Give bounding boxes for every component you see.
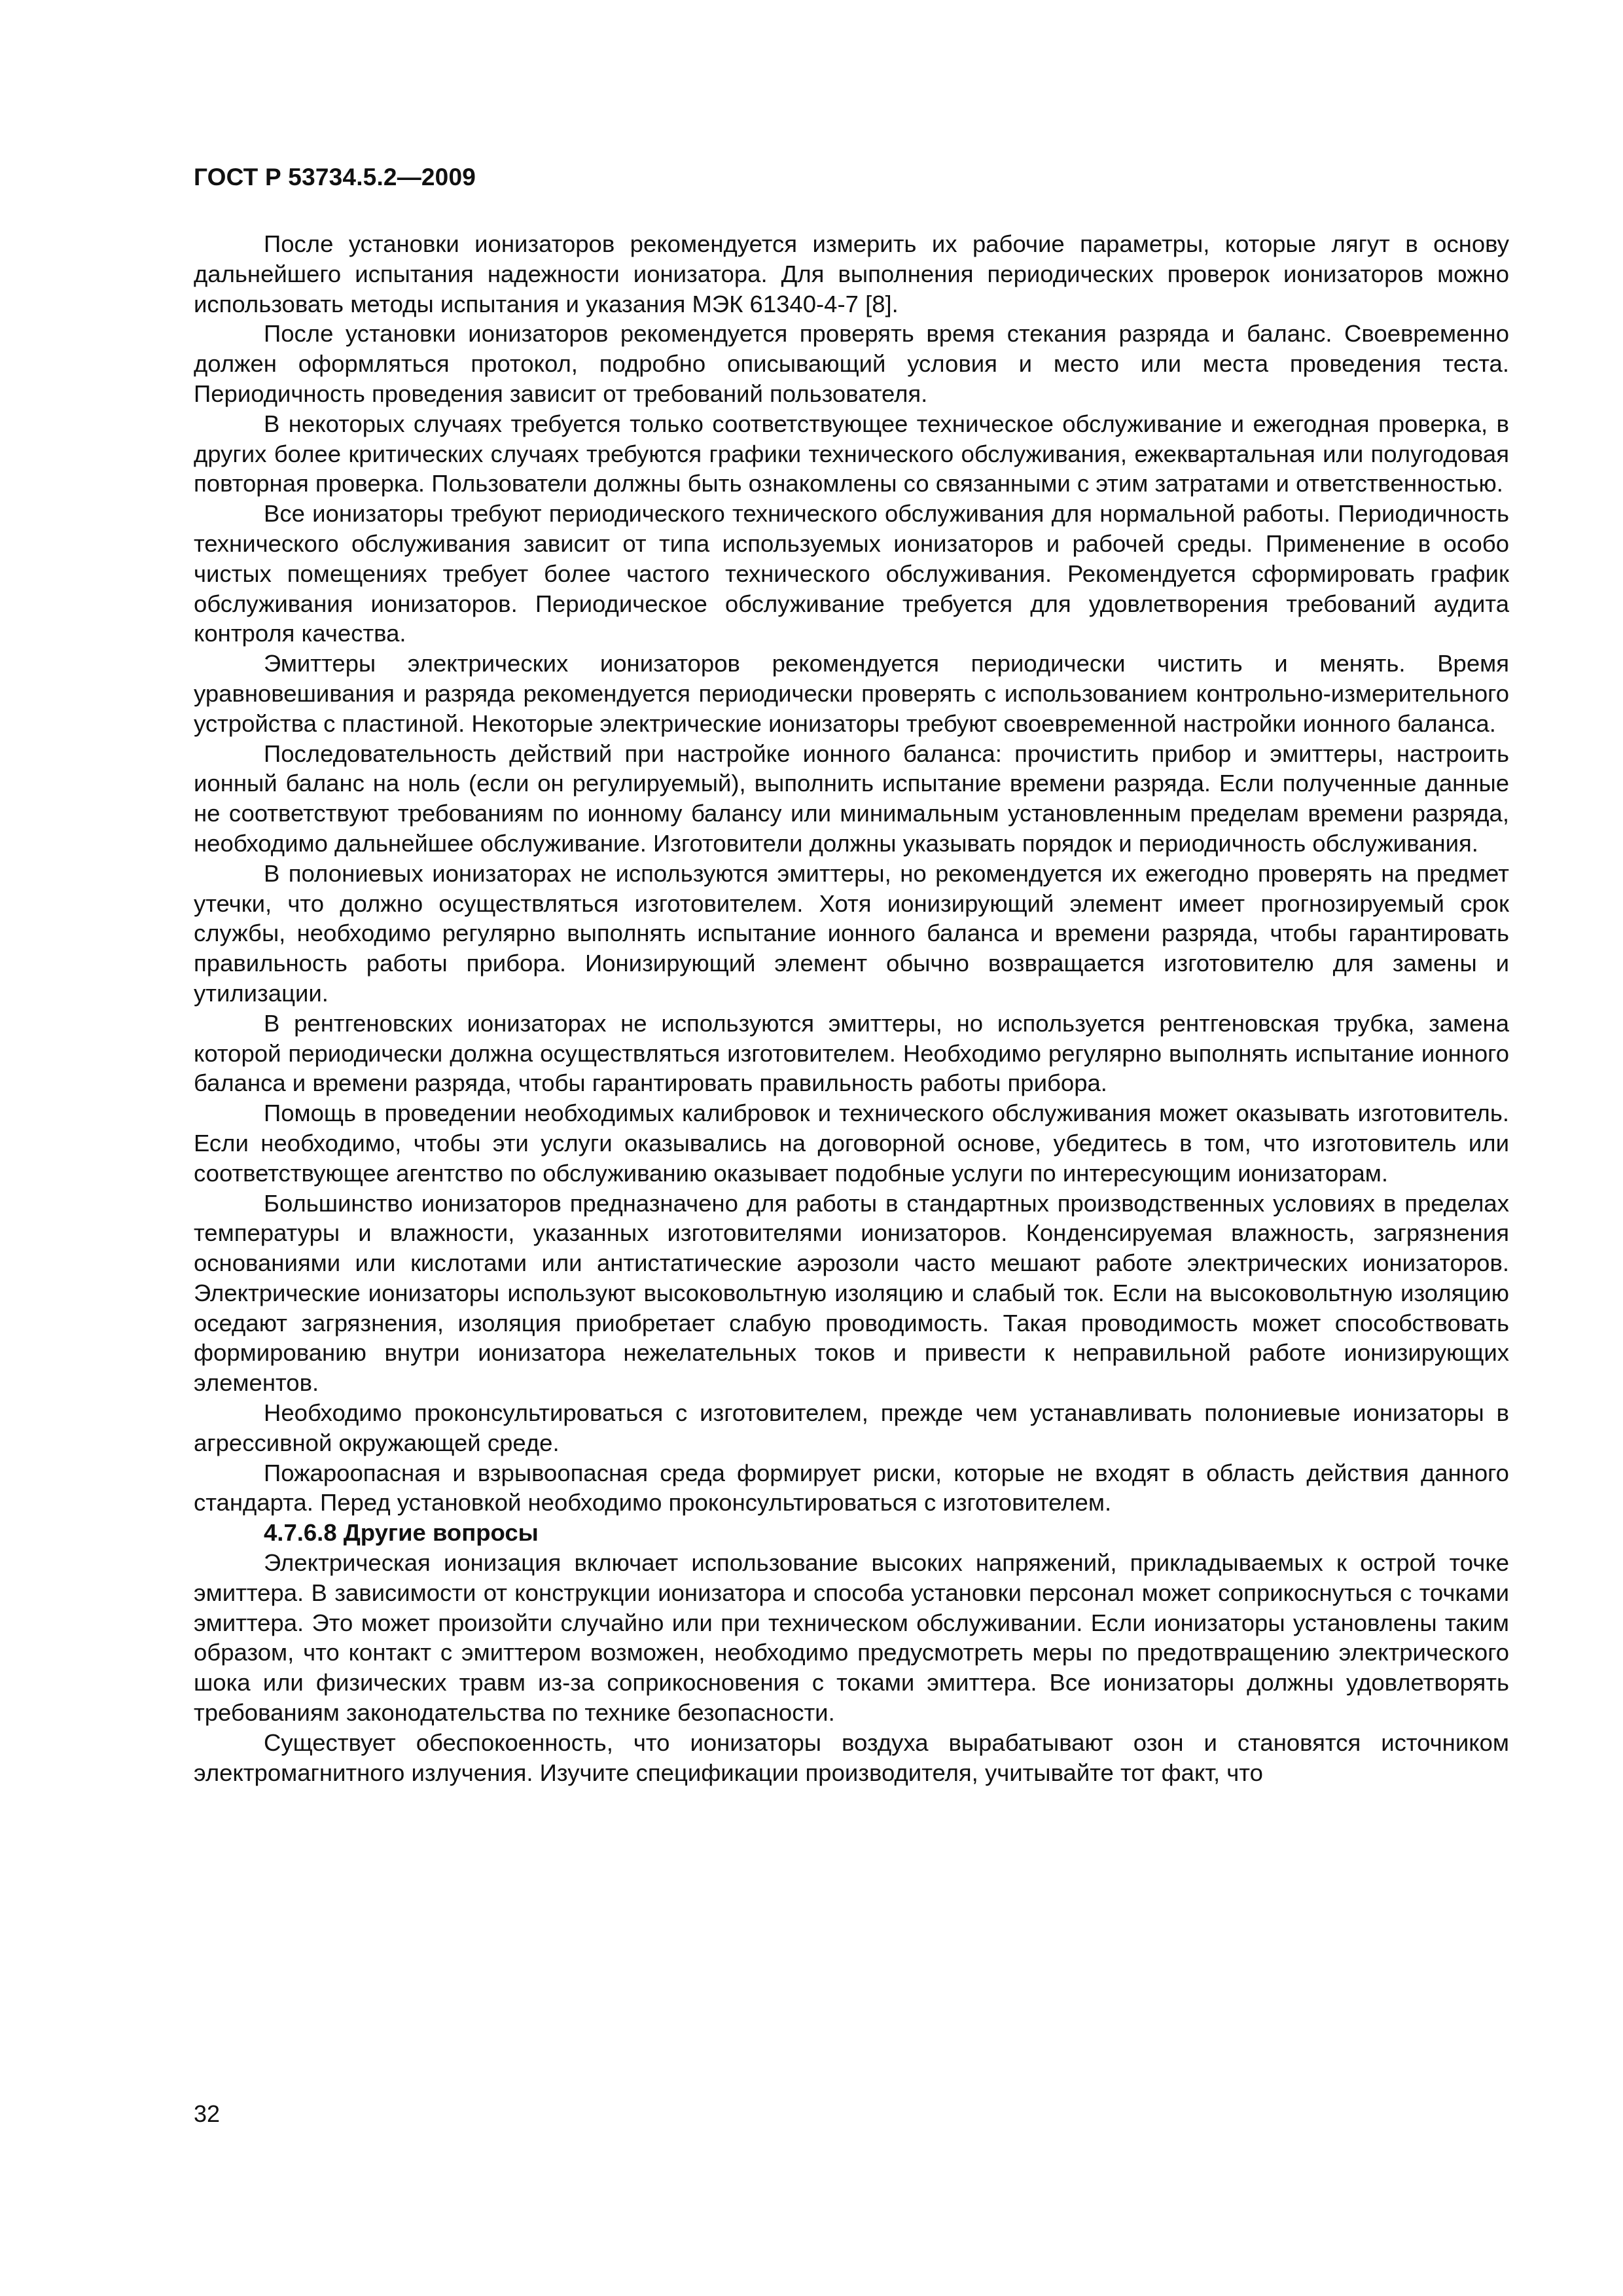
paragraph: Необходимо проконсультироваться с изготовителем, прежде чем устанавливать полониевые ионизаторы в агрессивной окружающей среде. [194,1399,1509,1456]
page-number: 32 [194,2100,221,2127]
document-body [194,229,1509,1787]
paragraph: В полониевых ионизаторах не используются эмиттеры, но рекомендуется их ежегодно проверять на предмет утечки, что должно осуществляться изготовителем. Хотя ионизирующий элемент имеет прогнозируемый срок службы, необходимо регулярно выполнять испытание ионного баланса и времени разряда, чтобы гарантировать правильность работы прибора. Ионизирующий элемент обычно возвращается изготовителю для замены и утилизации. [194,859,1509,1007]
paragraph: После установки ионизаторов рекомендуется измерить их рабочие параметры, которые лягут в основу дальнейшего испытания надежности ионизатора. Для выполнения периодических проверок ионизаторов можно использовать методы испытания и указания МЭК 61340-4-7 [8]. [194,230,1509,317]
document-code-header: ГОСТ Р 53734.5.2—2009 [194,164,476,190]
paragraph: После установки ионизаторов рекомендуется проверять время стекания разряда и баланс. Своевременно должен оформляться протокол, подробно описывающий условия и место или места проведения теста. Периодичность проведения зависит от требований пользователя. [194,320,1509,407]
paragraph: Существует обеспокоенность, что ионизаторы воздуха вырабатывают озон и становятся источником электромагнитного излучения. Изучите спецификации производителя, учитывайте тот факт, что [194,1729,1509,1786]
paragraph: Последовательность действий при настройке ионного баланса: прочистить прибор и эмиттеры, настроить ионный баланс на ноль (если он регулируемый), выполнить испытание времени разряда. Если полученные данные не соответствуют требованиям по ионному балансу или минимальным установленным пределам времени разряда, необходимо дальнейшее обслуживание. Изготовители должны указывать порядок и периодичность обслуживания. [194,740,1509,857]
paragraph: Эмиттеры электрических ионизаторов рекомендуется периодически чистить и менять. Время уравновешивания и разряда рекомендуется периодически проверять с использованием контрольно-измерительного устройства с пластиной. Некоторые электрические ионизаторы требуют своевременной настройки ионного баланса. [194,650,1509,737]
paragraph: Все ионизаторы требуют периодического технического обслуживания для нормальной работы. Периодичность технического обслуживания зависит от типа используемых ионизаторов и рабочей среды. Применение в особо чистых помещениях требует более частого технического обслуживания. Рекомендуется сформировать график обслуживания ионизаторов. Периодическое обслуживание требуется для удовлетворения требований аудита контроля качества. [194,500,1509,647]
paragraph: Большинство ионизаторов предназначено для работы в стандартных производственных условиях в пределах температуры и влажности, указанных изготовителями ионизаторов. Конденсируемая влажность, загрязнения основаниями или кислотами или антистатические аэрозоли часто мешают работе электрических ионизаторов. Электрические ионизаторы используют высоковольтную изоляцию и слабый ток. Если на высоковольтную изоляцию оседают загрязнения, изоляция приобретает слабую проводимость. Такая проводимость может способствовать формированию внутри ионизатора нежелательных токов и привести к неправильной работе ионизирующих элементов. [194,1189,1509,1397]
section-heading: 4.7.6.8 Другие вопросы [264,1519,539,1547]
paragraph: Пожароопасная и взрывоопасная среда формирует риски, которые не входят в область действия данного стандарта. Перед установкой необходимо проконсультироваться с изготовителем. [194,1459,1509,1516]
paragraph: Электрическая ионизация включает использование высоких напряжений, прикладываемых к острой точке эмиттера. В зависимости от конструкции ионизатора и способа установки персонал может соприкоснуться с точками эмиттера. Это может произойти случайно или при техническом обслуживании. Если ионизаторы установлены таким образом, что контакт с эмиттером возможен, необходимо предусмотреть меры по предотвращению электрического шока или физических травм из-за соприкосновения с токами эмиттера. Все ионизаторы должны удовлетворять требованиям законодательства по технике безопасности. [194,1549,1509,1727]
paragraph: В некоторых случаях требуется только соответствующее техническое обслуживание и ежегодная проверка, в других более критических случаях требуются графики технического обслуживания, ежеквартальная или полугодовая повторная проверка. Пользователи должны быть ознакомлены со связанными с этим затратами и ответственностью. [194,410,1509,497]
paragraph: Помощь в проведении необходимых калибровок и технического обслуживания может оказывать изготовитель. Если необходимо, чтобы эти услуги оказывались на договорной основе, убедитесь в том, что изготовитель или соответствующее агентство по обслуживанию оказывает подобные услуги по интересующим ионизаторам. [194,1100,1509,1187]
paragraph: В рентгеновских ионизаторах не используются эмиттеры, но используется рентгеновская трубка, замена которой периодически должна осуществляться изготовителем. Необходимо регулярно выполнять испытание ионного баланса и времени разряда, чтобы гарантировать правильность работы прибора. [194,1009,1509,1097]
